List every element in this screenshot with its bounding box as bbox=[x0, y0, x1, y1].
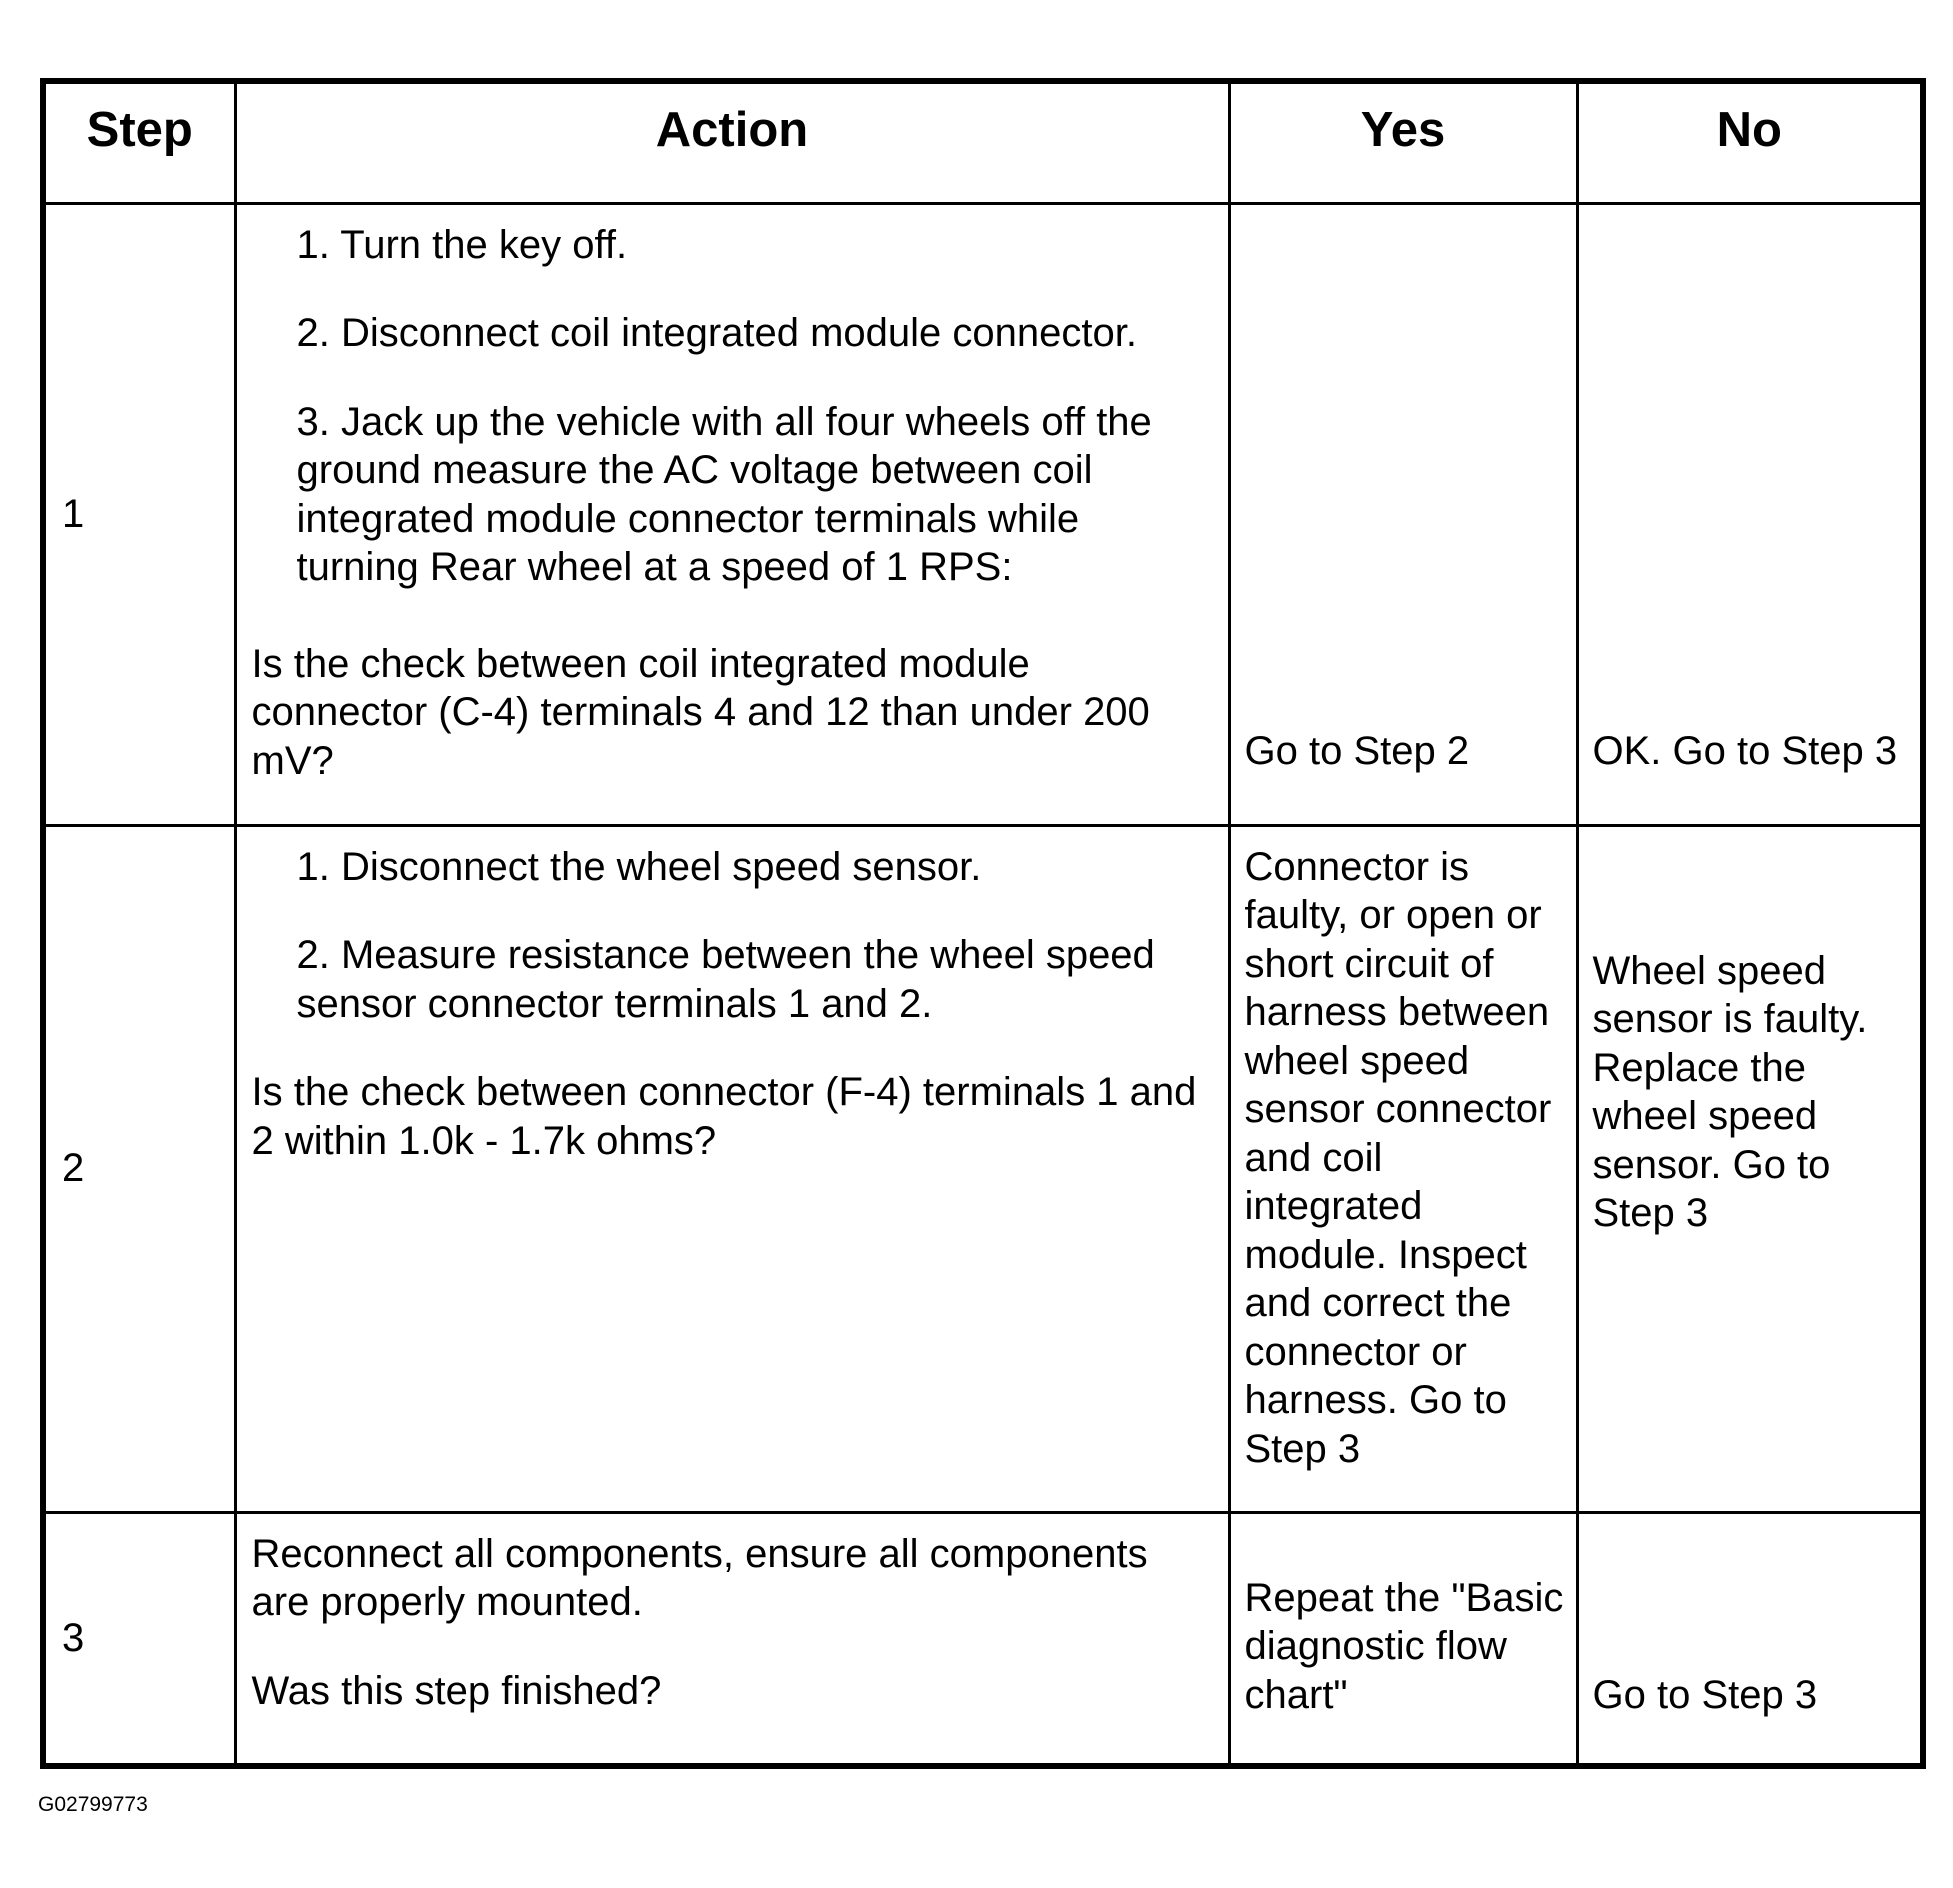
table-row-step-2 bbox=[43, 825, 1923, 1512]
sub-step: 2. Disconnect coil integrated module connector. bbox=[296, 311, 1137, 355]
no-cell: OK. Go to Step 3 bbox=[1577, 203, 1923, 825]
sub-step: 1. Turn the key off. bbox=[296, 222, 628, 267]
sub-step: 3. Jack up the vehicle with all four wheels off the ground measure the AC voltage between coil integrated module connector terminals while turning Rear wheel at a speed of 1 RPS: bbox=[296, 399, 1152, 589]
action-paragraph: Reconnect all components, ensure all components are properly mounted. bbox=[251, 1531, 1148, 1624]
step-number: 1 bbox=[43, 203, 235, 825]
yes-cell: Connector is faulty, or open or short circuit of harness between wheel speed sensor connector and coil integrated module. Inspect and correct the connector or harness. Go to Step 3 bbox=[1229, 825, 1577, 1512]
diagnostic-table bbox=[40, 78, 1926, 1769]
action-cell bbox=[235, 1512, 1229, 1766]
sub-step: 1. Disconnect the wheel speed sensor. bbox=[296, 844, 982, 889]
table-row-step-1 bbox=[43, 203, 1923, 825]
sub-step: 2. Measure resistance between the wheel speed sensor connector terminals 1 and 2. bbox=[296, 933, 1155, 1026]
figure-id: G02799773 bbox=[38, 1793, 148, 1816]
question-text: Is the check between coil integrated module connector (C-4) terminals 4 and 12 than under 200 mV? bbox=[251, 641, 1150, 783]
question-text: Was this step finished? bbox=[251, 1668, 662, 1713]
action-cell bbox=[235, 203, 1229, 825]
no-cell: Wheel speed sensor is faulty. Replace the wheel speed sensor. Go to Step 3 bbox=[1577, 825, 1923, 1512]
action-cell bbox=[235, 825, 1229, 1512]
header-step: Step bbox=[43, 81, 235, 203]
header-yes: Yes bbox=[1229, 81, 1577, 203]
table-row-step-3 bbox=[43, 1512, 1923, 1766]
header-row bbox=[43, 81, 1923, 203]
yes-cell: Go to Step 2 bbox=[1229, 203, 1577, 825]
header-no: No bbox=[1577, 81, 1923, 203]
header-action: Action bbox=[235, 81, 1229, 203]
step-number: 2 bbox=[43, 825, 235, 1512]
question-text: Is the check between connector (F-4) terminals 1 and 2 within 1.0k - 1.7k ohms? bbox=[251, 1070, 1197, 1163]
yes-cell: Repeat the "Basic diagnostic flow chart" bbox=[1229, 1512, 1577, 1766]
no-cell: Go to Step 3 bbox=[1577, 1512, 1923, 1766]
step-number: 3 bbox=[43, 1512, 235, 1766]
